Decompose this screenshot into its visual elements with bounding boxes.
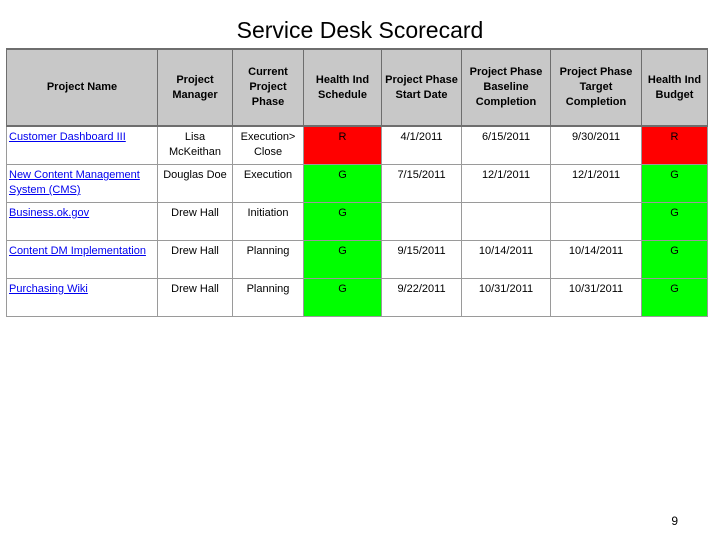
page-number: 9 <box>671 514 678 528</box>
manager-cell: Drew Hall <box>158 241 233 279</box>
baseline-completion-cell: 10/14/2011 <box>462 241 551 279</box>
project-name-cell <box>7 126 158 165</box>
start-date-cell: 4/1/2011 <box>382 126 462 165</box>
project-name-cell <box>7 279 158 317</box>
schedule-status-cell: R <box>304 126 382 165</box>
project-link[interactable]: Customer Dashboard III <box>9 131 126 143</box>
project-link[interactable]: New Content Management System (CMS) <box>9 169 140 196</box>
target-completion-cell: 9/30/2011 <box>551 126 642 165</box>
project-name-cell <box>7 241 158 279</box>
phase-cell: Planning <box>233 241 304 279</box>
schedule-status-cell: G <box>304 241 382 279</box>
project-name-cell <box>7 165 158 203</box>
budget-status-cell: G <box>642 203 708 241</box>
budget-status-cell: G <box>642 165 708 203</box>
header-project-manager: Project Manager <box>158 49 233 126</box>
baseline-completion-cell: 10/31/2011 <box>462 279 551 317</box>
baseline-completion-cell <box>462 203 551 241</box>
table-row <box>7 165 708 203</box>
header-target-completion: Project Phase Target Completion <box>551 49 642 126</box>
project-link[interactable]: Content DM Implementation <box>9 245 146 257</box>
header-phase-start-date: Project Phase Start Date <box>382 49 462 126</box>
header-row <box>7 49 708 126</box>
budget-status-cell: G <box>642 279 708 317</box>
start-date-cell: 9/22/2011 <box>382 279 462 317</box>
start-date-cell: 9/15/2011 <box>382 241 462 279</box>
manager-cell: Douglas Doe <box>158 165 233 203</box>
target-completion-cell <box>551 203 642 241</box>
baseline-completion-cell: 12/1/2011 <box>462 165 551 203</box>
phase-cell: Execution <box>233 165 304 203</box>
target-completion-cell: 10/31/2011 <box>551 279 642 317</box>
table-row <box>7 126 708 165</box>
budget-status-cell: G <box>642 241 708 279</box>
project-link[interactable]: Business.ok.gov <box>9 207 90 219</box>
header-project-name: Project Name <box>7 49 158 126</box>
target-completion-cell: 10/14/2011 <box>551 241 642 279</box>
schedule-status-cell: G <box>304 165 382 203</box>
start-date-cell <box>382 203 462 241</box>
baseline-completion-cell: 6/15/2011 <box>462 126 551 165</box>
table-row <box>7 203 708 241</box>
header-health-budget: Health Ind Budget <box>642 49 708 126</box>
phase-cell: Planning <box>233 279 304 317</box>
project-link[interactable]: Purchasing Wiki <box>9 283 88 295</box>
phase-cell: Initiation <box>233 203 304 241</box>
start-date-cell: 7/15/2011 <box>382 165 462 203</box>
schedule-status-cell: G <box>304 279 382 317</box>
scorecard-table <box>6 48 708 317</box>
table-row <box>7 241 708 279</box>
header-baseline-completion: Project Phase Baseline Completion <box>462 49 551 126</box>
header-health-schedule: Health Ind Schedule <box>304 49 382 126</box>
table-row <box>7 279 708 317</box>
header-current-phase: Current Project Phase <box>233 49 304 126</box>
project-name-cell <box>7 203 158 241</box>
manager-cell: Drew Hall <box>158 203 233 241</box>
page-title: Service Desk Scorecard <box>236 17 484 43</box>
manager-cell: Drew Hall <box>158 279 233 317</box>
manager-cell: Lisa McKeithan <box>158 126 233 165</box>
target-completion-cell: 12/1/2011 <box>551 165 642 203</box>
budget-status-cell: R <box>642 126 708 165</box>
schedule-status-cell: G <box>304 203 382 241</box>
phase-cell: Execution> Close <box>233 126 304 165</box>
